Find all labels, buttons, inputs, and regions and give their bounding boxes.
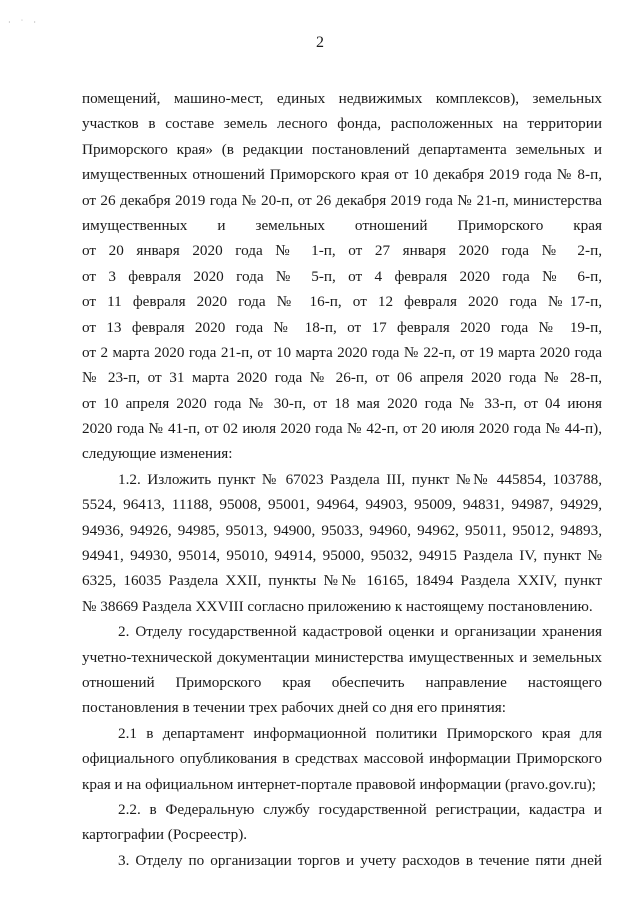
document-body <box>82 86 602 873</box>
text-line: 2020 года № 41-п, от 02 июля 2020 года № 42-п, от 20 июля 2020 года № 44-п), <box>82 420 602 438</box>
text-line: от 20 января 2020 года № 1-п, от 27 января 2020 года № 2-п, <box>82 242 602 260</box>
text-line: 6325, 16035 Раздела XXII, пункты №№ 16165, 18494 Раздела XXIV, пункт <box>82 572 602 590</box>
text-line: от 2 марта 2020 года 21-п, от 10 марта 2020 года № 22-п, от 19 марта 2020 года <box>82 343 602 361</box>
scan-specks: · ˙ · <box>8 18 40 27</box>
text-line: постановления в течении трех рабочих дней со дня его принятия: <box>82 699 506 717</box>
text-line: № 38669 Раздела XXVIII согласно приложению к настоящему постановлению. <box>82 597 593 615</box>
text-line: следующие изменения: <box>82 445 233 463</box>
text-line: от 3 февраля 2020 года № 5-п, от 4 февраля 2020 года № 6-п, <box>82 267 602 285</box>
text-line: имущественных и земельных отношений Приморского края <box>82 216 602 234</box>
text-line: № 23-п, от 31 марта 2020 года № 26-п, от 06 апреля 2020 года № 28-п, <box>82 369 602 387</box>
text-line: официального опубликования в средствах массовой информации Приморского <box>82 750 602 768</box>
text-line: 94941, 94930, 95014, 95010, 94914, 95000, 95032, 94915 Раздела IV, пункт № <box>82 547 602 565</box>
page-number: 2 <box>316 34 324 51</box>
text-line: от 11 февраля 2020 года № 16-п, от 12 февраля 2020 года №17-п, <box>82 293 602 311</box>
text-line: 1.2. Изложить пункт № 67023 Раздела III, пункт №№ 445854, 103788, <box>118 470 602 488</box>
text-line: края и на официальном интернет-портале правовой информации (pravo.gov.ru); <box>82 775 596 793</box>
text-line: отношений Приморского края обеспечить направление настоящего <box>82 673 602 691</box>
text-line: 2.1 в департамент информационной политики Приморского края для <box>118 724 602 742</box>
text-line: Приморского края» (в редакции постановлений департамента земельных и <box>82 140 602 158</box>
text-line: от 13 февраля 2020 года № 18-п, от 17 февраля 2020 года № 19-п, <box>82 318 602 336</box>
text-line: 2.2. в Федеральную службу государственной регистрации, кадастра и <box>118 800 602 818</box>
text-line: от 10 апреля 2020 года № 30-п, от 18 мая 2020 года № 33-п, от 04 июня <box>82 394 602 412</box>
text-line: помещений, машино-мест, единых недвижимых комплексов), земельных <box>82 90 602 107</box>
text-line: 2. Отделу государственной кадастровой оценки и организации хранения <box>118 623 602 641</box>
text-line: 5524, 96413, 11188, 95008, 95001, 94964, 94903, 95009, 94831, 94987, 94929, <box>82 496 602 514</box>
text-line: 94936, 94926, 94985, 95013, 94900, 95033, 94960, 94962, 95011, 95012, 94893, <box>82 521 602 539</box>
text-line: от 26 декабря 2019 года № 20-п, от 26 декабря 2019 года № 21-п, министерства <box>82 191 602 209</box>
text-line: участков в составе земель лесного фонда, расположенных на территории <box>82 115 602 133</box>
text-line: 3. Отделу по организации торгов и учету расходов в течение пяти дней <box>118 851 602 869</box>
text-line: картографии (Росреестр). <box>82 826 248 844</box>
text-line: учетно-технической документации министерства имущественных и земельных <box>82 648 602 666</box>
text-line: имущественных отношений Приморского края от 10 декабря 2019 года № 8-п, <box>82 166 602 184</box>
